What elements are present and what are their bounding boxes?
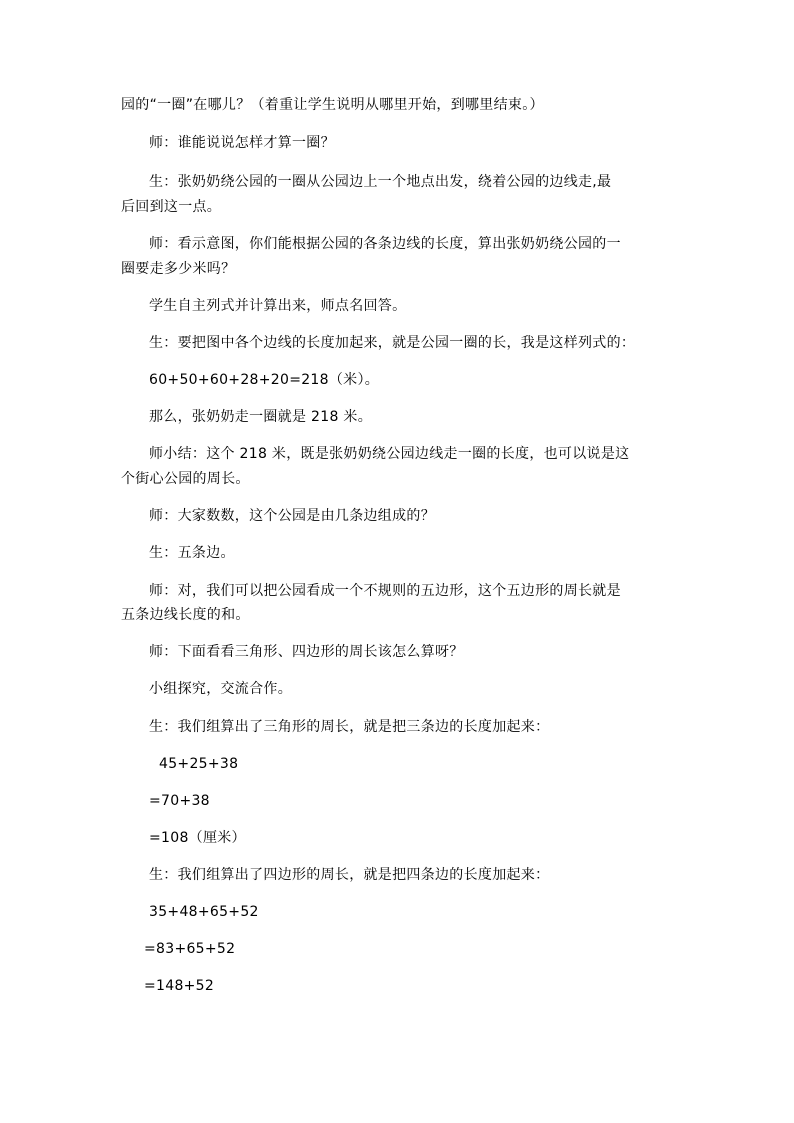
text-line-15: 师：对，我们可以把公园看成一个不规则的五边形，这个五边形的周长就是 [149,583,621,599]
text-line-10: 那么，张奶奶走一圈就是 218 米。 [149,409,373,425]
text-line-1: 园的“一圈”在哪儿？（着重让学生说明从哪里开始，到哪里结束。） [121,97,544,113]
text-line-24: 35+48+65+52 [149,904,259,920]
text-line-7: 学生自主列式并计算出来，师点名回答。 [149,298,407,314]
text-line-23: 生：我们组算出了四边形的周长，就是把四条边的长度加起来： [149,867,550,883]
text-line-2: 师：谁能说说怎样才算一圈？ [149,135,335,151]
text-line-26: =148+52 [144,978,215,994]
text-line-18: 小组探究，交流合作。 [149,681,292,697]
text-line-11: 师小结：这个 218 米，既是张奶奶绕公园边线走一圈的长度，也可以说是这 [149,446,630,462]
text-line-22: =108（厘米） [149,830,246,846]
text-line-16: 五条边线长度的和。 [121,607,250,623]
text-line-5: 师：看示意图，你们能根据公园的各条边线的长度，算出张奶奶绕公园的一 [149,236,621,252]
text-line-8: 生：要把图中各个边线的长度加起来，就是公园一圈的长，我是这样列式的： [149,335,636,351]
text-line-19: 生：我们组算出了三角形的周长，就是把三条边的长度加起来： [149,719,550,735]
text-line-12: 个街心公园的周长。 [121,471,250,487]
text-line-25: =83+65+52 [144,941,236,957]
text-line-6: 圈要走多少米吗？ [121,261,236,277]
text-line-14: 生：五条边。 [149,545,235,561]
text-line-20: 45+25+38 [159,756,239,772]
text-line-4: 后回到这一点。 [121,199,222,215]
text-line-17: 师：下面看看三角形、四边形的周长该怎么算呀？ [149,644,464,660]
text-line-3: 生：张奶奶绕公园的一圈从公园边上一个地点出发，绕着公园的边线走,最 [149,174,612,190]
text-line-13: 师：大家数数，这个公园是由几条边组成的？ [149,508,435,524]
text-line-21: =70+38 [149,793,210,809]
text-line-9: 60+50+60+28+20=218（米）。 [149,372,380,388]
